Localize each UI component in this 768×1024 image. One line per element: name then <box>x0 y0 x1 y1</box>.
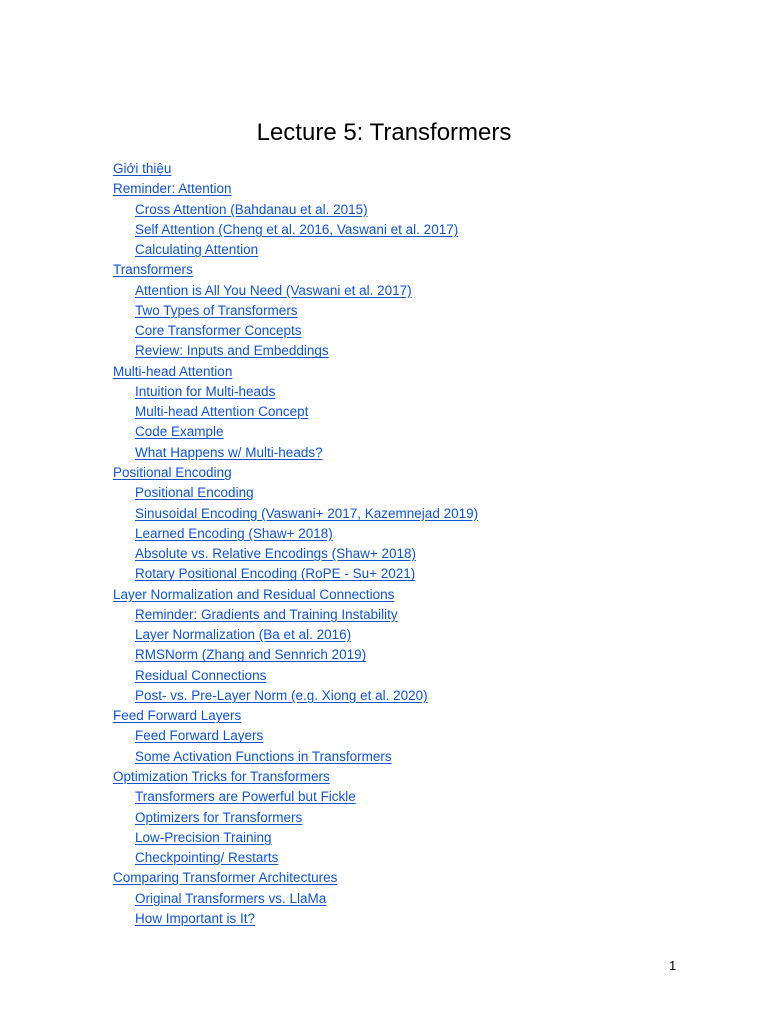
toc-entry <box>113 179 478 199</box>
toc-link[interactable]: Reminder: Attention <box>113 181 232 197</box>
toc-entry <box>113 362 478 382</box>
toc-subentry <box>113 200 478 220</box>
toc-subentry <box>113 382 478 402</box>
toc-link[interactable]: Optimization Tricks for Transformers <box>113 768 330 784</box>
toc-subentry <box>113 909 478 929</box>
toc-link[interactable]: Core Transformer Concepts <box>135 323 302 339</box>
toc-subentry <box>113 504 478 524</box>
toc-subentry <box>113 321 478 341</box>
toc-entry <box>113 159 478 179</box>
toc-link[interactable]: Optimizers for Transformers <box>135 809 303 825</box>
toc-link[interactable]: Some Activation Functions in Transformers <box>135 748 392 764</box>
toc-link[interactable]: Multi-head Attention Concept <box>135 404 309 420</box>
toc-link[interactable]: Transformers are Powerful but Fickle <box>135 789 356 805</box>
toc-link[interactable]: Calculating Attention <box>135 242 259 258</box>
toc-subentry <box>113 828 478 848</box>
toc-subentry <box>113 443 478 463</box>
toc-link[interactable]: Cross Attention (Bahdanau et al. 2015) <box>135 201 368 217</box>
toc-link[interactable]: Post- vs. Pre-Layer Norm (e.g. Xiong et al. 2020) <box>135 687 428 703</box>
toc-entry <box>113 868 478 888</box>
toc-link[interactable]: Absolute vs. Relative Encodings (Shaw+ 2018) <box>135 546 417 562</box>
toc-link[interactable]: Reminder: Gradients and Training Instability <box>135 606 398 622</box>
toc-link[interactable]: Layer Normalization and Residual Connections <box>113 586 395 602</box>
toc-subentry <box>113 808 478 828</box>
toc-subentry <box>113 341 478 361</box>
toc-link[interactable]: Positional Encoding <box>135 485 254 501</box>
toc-link[interactable]: Code Example <box>135 424 224 440</box>
toc-link[interactable]: Review: Inputs and Embeddings <box>135 343 329 359</box>
toc-subentry <box>113 402 478 422</box>
page-number: 1 <box>669 958 677 973</box>
toc-entry <box>113 706 478 726</box>
toc-link[interactable]: Attention is All You Need (Vaswani et al. 2017) <box>135 282 412 298</box>
toc-link[interactable]: Giới thiệu <box>113 161 172 176</box>
toc-subentry <box>113 483 478 503</box>
toc-link[interactable]: Two Types of Transformers <box>135 302 298 318</box>
toc-link[interactable]: Transformers <box>113 262 193 278</box>
toc-subentry <box>113 666 478 686</box>
toc-subentry <box>113 301 478 321</box>
toc-entry <box>113 585 478 605</box>
toc-entry <box>113 463 478 483</box>
toc-subentry <box>113 787 478 807</box>
toc-link[interactable]: Positional Encoding <box>113 464 232 480</box>
toc-subentry <box>113 889 478 909</box>
toc-link[interactable]: Rotary Positional Encoding (RoPE - Su+ 2021) <box>135 566 416 582</box>
toc-subentry <box>113 544 478 564</box>
toc-subentry <box>113 422 478 442</box>
toc-link[interactable]: Intuition for Multi-heads <box>135 383 276 399</box>
toc-subentry <box>113 686 478 706</box>
toc-subentry <box>113 848 478 868</box>
toc-subentry <box>113 726 478 746</box>
toc-link[interactable]: How Important is It? <box>135 910 256 926</box>
toc-link[interactable]: Self Attention (Cheng et al. 2016, Vaswani et al. 2017) <box>135 221 459 237</box>
toc-link[interactable]: Comparing Transformer Architectures <box>113 870 338 886</box>
toc-link[interactable]: Learned Encoding (Shaw+ 2018) <box>135 525 333 541</box>
document-title: Lecture 5: Transformers <box>256 119 512 146</box>
toc-subentry <box>113 281 478 301</box>
toc-entry <box>113 767 478 787</box>
toc-link[interactable]: Sinusoidal Encoding (Vaswani+ 2017, Kazemnejad 2019) <box>135 505 479 521</box>
toc-subentry <box>113 564 478 584</box>
toc-link[interactable]: Feed Forward Layers <box>113 708 242 724</box>
toc-link[interactable]: What Happens w/ Multi-heads? <box>135 444 323 460</box>
toc-link[interactable]: Layer Normalization (Ba et al. 2016) <box>135 627 352 643</box>
table-of-contents <box>113 159 478 929</box>
toc-subentry <box>113 240 478 260</box>
toc-subentry <box>113 625 478 645</box>
toc-link[interactable]: Multi-head Attention <box>113 363 233 379</box>
toc-link[interactable]: Original Transformers vs. LlaMa <box>135 890 327 906</box>
toc-link[interactable]: Checkpointing/ Restarts <box>135 850 279 866</box>
toc-entry <box>113 260 478 280</box>
toc-subentry <box>113 220 478 240</box>
toc-link[interactable]: RMSNorm (Zhang and Sennrich 2019) <box>135 647 367 663</box>
toc-subentry <box>113 524 478 544</box>
toc-link[interactable]: Low-Precision Training <box>135 829 272 845</box>
toc-link[interactable]: Residual Connections <box>135 667 267 683</box>
toc-subentry <box>113 747 478 767</box>
toc-subentry <box>113 645 478 665</box>
toc-link[interactable]: Feed Forward Layers <box>135 728 264 744</box>
toc-subentry <box>113 605 478 625</box>
